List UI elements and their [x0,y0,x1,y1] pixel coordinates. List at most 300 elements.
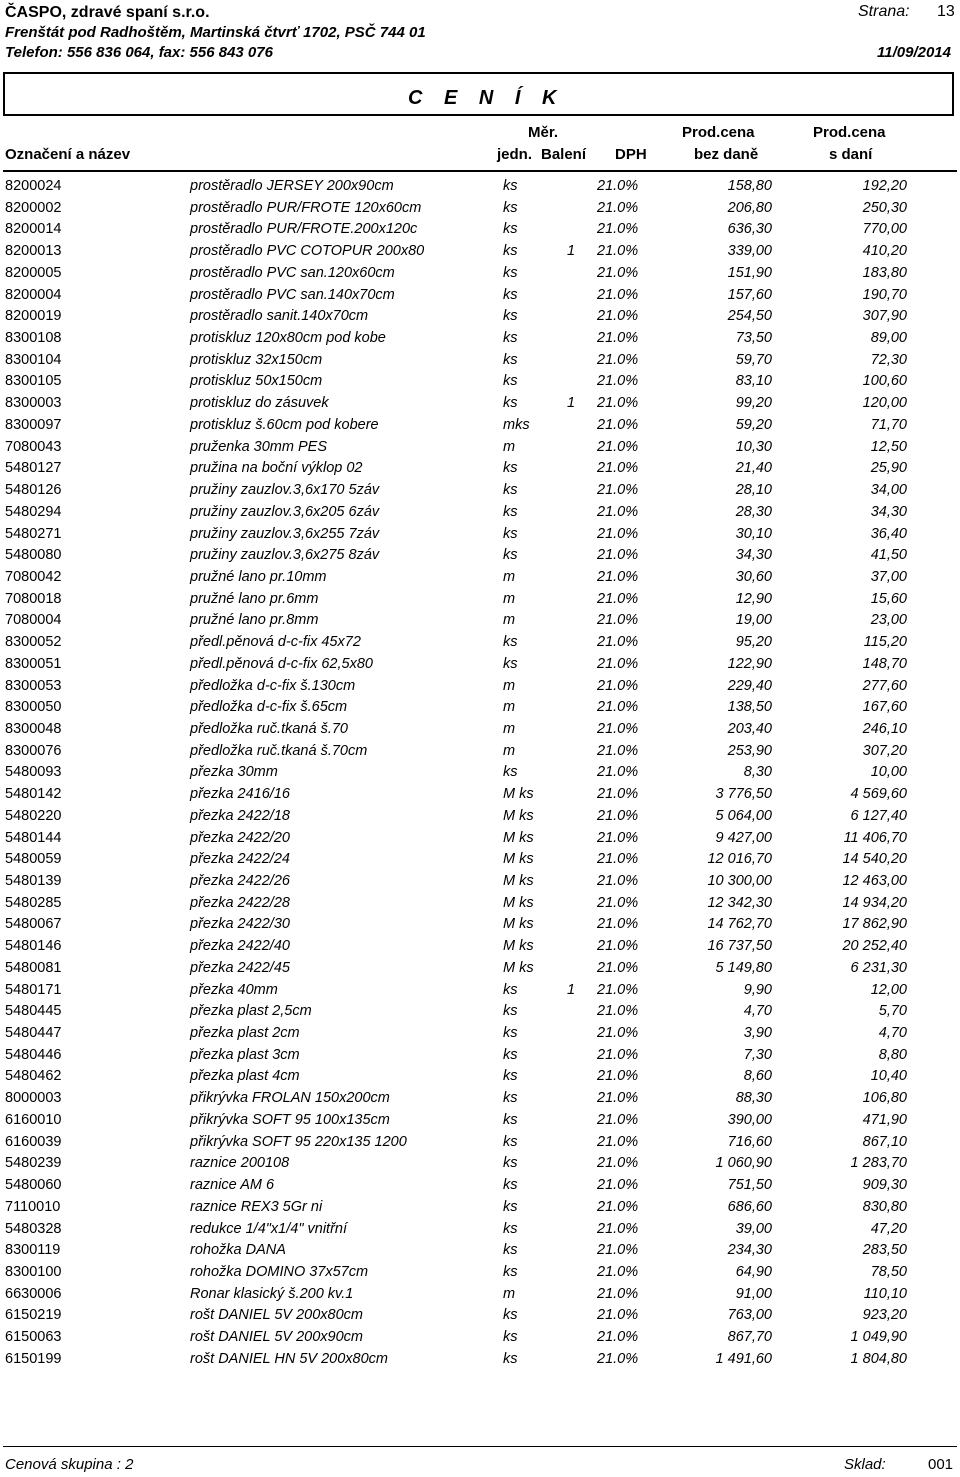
item-code: 5480328 [5,1220,62,1237]
table-row [0,719,960,741]
table-row [0,502,960,524]
item-vat: 21.0% [597,308,639,325]
item-vat: 21.0% [597,764,639,781]
item-price-gross: 307,90 [862,308,907,325]
item-name: předložka d-c-fix š.65cm [190,699,348,716]
item-price-gross: 148,70 [862,655,907,672]
item-price-net: 83,10 [735,373,772,390]
table-row [0,1132,960,1154]
item-name: přezka plast 4cm [190,1068,300,1085]
item-price-net: 636,30 [727,221,772,238]
item-name: pružné lano pr.10mm [190,568,327,585]
item-code: 8300003 [5,395,62,412]
item-code: 6150063 [5,1329,62,1346]
price-group: Cenová skupina : 2 [5,1456,134,1473]
item-name: přezka 40mm [190,981,278,998]
table-row [0,1175,960,1197]
table-row [0,654,960,676]
item-code: 5480445 [5,1003,62,1020]
item-price-net: 8,30 [743,764,772,781]
item-price-gross: 909,30 [862,1177,907,1194]
item-vat: 21.0% [597,590,639,607]
item-code: 6630006 [5,1285,62,1302]
item-vat: 21.0% [597,1220,639,1237]
item-price-gross: 5,70 [878,1003,907,1020]
item-price-gross: 71,70 [870,416,907,433]
item-code: 8300051 [5,655,62,672]
item-code: 8000003 [5,1090,62,1107]
item-unit: ks [503,1177,518,1194]
item-price-net: 254,50 [727,308,772,325]
item-price-gross: 36,40 [870,525,907,542]
item-price-net: 10 300,00 [707,873,772,889]
item-vat: 21.0% [597,1242,639,1259]
item-name: protiskluz š.60cm pod kobere [190,416,379,433]
table-row [0,871,960,893]
item-price-gross: 37,00 [870,568,907,585]
item-name: protiskluz 120x80cm pod kobe [190,330,386,347]
item-price-net: 14 762,70 [707,916,772,933]
item-code: 8300119 [5,1242,61,1259]
item-name: raznice REX3 5Gr ni [190,1198,323,1215]
table-row [0,458,960,480]
item-vat: 21.0% [597,221,639,238]
item-price-net: 12 016,70 [707,851,772,868]
item-unit: ks [503,1307,518,1324]
item-name: raznice 200108 [190,1155,290,1172]
item-name: přezka 2422/45 [190,959,290,976]
item-name: rošt DANIEL 5V 200x90cm [190,1329,364,1346]
item-price-net: 30,60 [735,568,772,585]
item-name: pružiny zauzlov.3,6x275 8záv [190,547,380,564]
item-price-gross: 41,50 [870,547,907,564]
table-row [0,524,960,546]
item-code: 8300105 [5,373,62,390]
item-price-gross: 34,30 [870,503,907,520]
item-code: 5480127 [5,460,62,477]
item-vat: 21.0% [597,503,639,520]
store-label: Sklad: [844,1456,886,1473]
item-vat: 21.0% [597,243,639,260]
item-vat: 21.0% [597,1350,639,1367]
item-vat: 21.0% [597,438,639,455]
item-name: přezka 2422/20 [190,829,290,846]
item-code: 5480447 [5,1025,62,1042]
table-row [0,350,960,372]
item-unit: ks [503,1220,518,1237]
item-price-gross: 1 804,80 [850,1350,907,1367]
item-price-gross: 12,50 [870,438,907,455]
item-price-gross: 106,80 [862,1090,907,1107]
item-name: prostěradlo PVC san.120x60cm [190,264,395,281]
item-vat: 21.0% [597,916,639,933]
page-title: C E N Í K [408,87,565,109]
item-name: přezka plast 3cm [190,1046,300,1063]
item-vat: 21.0% [597,286,639,303]
table-row [0,936,960,958]
item-price-gross: 6 127,40 [850,807,907,824]
item-unit: M ks [503,873,534,889]
item-name: prostěradlo PUR/FROTE 120x60cm [190,199,422,216]
item-unit: ks [503,503,518,520]
item-price-net: 73,50 [735,330,772,347]
item-code: 5480462 [5,1068,62,1085]
item-name: rošt DANIEL 5V 200x80cm [190,1307,364,1324]
item-code: 5480285 [5,894,62,911]
item-vat: 21.0% [597,807,639,824]
item-price-gross: 250,30 [862,199,907,216]
item-price-net: 10,30 [735,438,772,455]
item-unit: ks [503,1068,518,1085]
item-price-gross: 20 252,40 [842,938,907,955]
item-name: raznice AM 6 [190,1177,275,1194]
item-price-net: 8,60 [743,1068,772,1085]
item-unit: ks [503,330,518,347]
item-price-gross: 192,20 [862,178,907,194]
item-price-net: 91,00 [735,1285,772,1302]
item-unit: m [503,742,516,759]
item-unit: M ks [503,894,534,911]
table-row [0,1110,960,1132]
item-price-net: 12 342,30 [707,894,772,911]
item-vat: 21.0% [597,416,639,433]
table-row [0,697,960,719]
item-name: přezka 2416/16 [190,786,290,803]
item-vat: 21.0% [597,1068,639,1085]
item-price-gross: 770,00 [862,221,907,238]
item-code: 8200005 [5,264,62,281]
item-price-net: 9 427,00 [715,829,772,846]
item-vat: 21.0% [597,1177,639,1194]
item-price-gross: 830,80 [862,1198,907,1215]
item-price-gross: 23,00 [870,612,907,629]
table-row [0,1197,960,1219]
item-price-gross: 277,60 [862,677,907,694]
item-price-gross: 867,10 [862,1133,907,1150]
item-price-net: 30,10 [735,525,772,542]
item-unit: ks [503,243,518,260]
item-name: prostěradlo PVC COTOPUR 200x80 [190,243,425,260]
item-price-gross: 471,90 [862,1111,907,1128]
item-unit: ks [503,634,518,651]
item-price-net: 158,80 [727,178,772,194]
item-vat: 21.0% [597,525,639,542]
table-row [0,1088,960,1110]
item-code: 6160010 [5,1111,62,1128]
item-price-net: 34,30 [735,547,772,564]
item-name: rohožka DOMINO 37x57cm [190,1263,369,1280]
company-name: ČASPO, zdravé spaní s.r.o. [5,4,210,21]
item-vat: 21.0% [597,959,639,976]
item-unit: M ks [503,938,534,955]
table-row [0,1153,960,1175]
table-row [0,545,960,567]
item-unit: ks [503,351,518,368]
table-row [0,437,960,459]
item-unit: ks [503,199,518,216]
item-unit: M ks [503,829,534,846]
item-price-net: 206,80 [727,199,772,216]
table-row [0,784,960,806]
item-code: 5480139 [5,873,62,889]
item-name: Ronar klasický š.200 kv.1 [190,1285,354,1302]
item-price-net: 1 060,90 [715,1155,772,1172]
item-pack: 1 [567,981,576,998]
item-price-gross: 1 049,90 [850,1329,907,1346]
footer-rule [3,1446,957,1447]
item-unit: ks [503,1263,518,1280]
item-vat: 21.0% [597,482,639,499]
item-unit: ks [503,1242,518,1259]
table-row [0,1262,960,1284]
item-code: 6160039 [5,1133,62,1150]
item-price-net: 1 491,60 [715,1350,772,1367]
table-row [0,285,960,307]
table-row [0,741,960,763]
item-price-net: 390,00 [727,1111,772,1128]
item-name: protiskluz 50x150cm [190,373,323,390]
item-vat: 21.0% [597,612,639,629]
header-rule [3,170,957,172]
item-price-net: 234,30 [727,1242,772,1259]
item-vat: 21.0% [597,460,639,477]
col-net-bottom: bez daně [694,146,759,163]
document-date: 11/09/2014 [877,44,951,61]
table-row [0,415,960,437]
item-price-net: 867,70 [727,1329,772,1346]
item-code: 6150199 [5,1350,62,1367]
item-price-net: 95,20 [735,634,772,651]
item-vat: 21.0% [597,1155,639,1172]
item-price-net: 5 149,80 [715,959,772,976]
item-unit: ks [503,1350,518,1367]
item-vat: 21.0% [597,1198,639,1215]
table-row [0,567,960,589]
item-price-net: 686,60 [727,1198,772,1215]
table-row [0,198,960,220]
item-price-gross: 283,50 [862,1242,907,1259]
item-vat: 21.0% [597,351,639,368]
item-unit: M ks [503,959,534,976]
item-code: 5480144 [5,829,62,846]
item-unit: ks [503,395,518,412]
item-price-gross: 4 569,60 [850,786,907,803]
item-vat: 21.0% [597,699,639,716]
item-unit: ks [503,460,518,477]
table-row [0,393,960,415]
item-vat: 21.0% [597,547,639,564]
item-unit: ks [503,1025,518,1042]
table-row [0,610,960,632]
item-code: 5480126 [5,482,62,499]
item-unit: ks [503,525,518,542]
table-row [0,1327,960,1349]
item-price-net: 12,90 [735,590,772,607]
item-name: redukce 1/4"x1/4" vnitřní [190,1220,347,1237]
page-label: Strana: [858,3,910,20]
item-vat: 21.0% [597,1329,639,1346]
item-price-gross: 34,00 [870,482,907,499]
item-price-gross: 110,10 [863,1285,907,1302]
item-price-net: 763,00 [727,1307,772,1324]
item-unit: ks [503,1090,518,1107]
item-name: předložka d-c-fix š.130cm [190,677,356,694]
item-price-net: 716,60 [727,1133,772,1150]
item-name: přezka 2422/30 [190,916,290,933]
item-name: přezka 30mm [190,764,278,781]
item-price-net: 4,70 [743,1003,772,1020]
col-name-header: Označení a název [5,146,131,163]
item-price-gross: 15,60 [870,590,907,607]
item-price-net: 64,90 [735,1263,772,1280]
item-unit: m [503,438,516,455]
item-name: předložka ruč.tkaná š.70cm [190,742,368,759]
item-unit: ks [503,1003,518,1020]
item-unit: ks [503,373,518,390]
item-price-net: 5 064,00 [715,807,772,824]
item-code: 5480142 [5,786,62,803]
company-phone: Telefon: 556 836 064, fax: 556 843 076 [5,44,273,61]
table-row [0,589,960,611]
item-unit: ks [503,981,518,998]
item-price-net: 28,30 [735,503,772,520]
table-row [0,306,960,328]
item-price-net: 9,90 [743,981,772,998]
item-vat: 21.0% [597,373,639,390]
table-row [0,958,960,980]
item-vat: 21.0% [597,720,639,737]
item-code: 8200013 [5,243,62,260]
item-code: 7080042 [5,568,62,585]
item-code: 8300097 [5,416,62,433]
item-unit: m [503,720,516,737]
item-price-gross: 183,80 [862,264,907,281]
item-price-net: 3 776,50 [715,786,772,803]
item-vat: 21.0% [597,1285,639,1302]
item-price-net: 157,60 [727,286,772,303]
item-price-net: 21,40 [735,460,772,477]
item-code: 5480446 [5,1046,62,1063]
table-row [0,980,960,1002]
item-unit: ks [503,1329,518,1346]
item-price-net: 16 737,50 [707,938,772,955]
item-vat: 21.0% [597,199,639,216]
item-code: 7080018 [5,590,62,607]
item-name: předl.pěnová d-c-fix 45x72 [190,634,361,651]
item-unit: ks [503,221,518,238]
item-vat: 21.0% [597,873,639,889]
table-row [0,1045,960,1067]
item-name: přezka 2422/40 [190,938,290,955]
item-name: pružiny zauzlov.3,6x255 7záv [190,525,380,542]
item-name: předložka ruč.tkaná š.70 [190,720,348,737]
item-unit: mks [503,416,530,433]
item-price-gross: 89,00 [870,330,907,347]
item-price-gross: 6 231,30 [850,959,907,976]
item-code: 5480171 [5,981,62,998]
table-row [0,632,960,654]
item-unit: M ks [503,916,534,933]
item-price-gross: 17 862,90 [842,916,907,933]
item-name: pružiny zauzlov.3,6x205 6záv [190,503,380,520]
item-vat: 21.0% [597,1307,639,1324]
item-vat: 21.0% [597,1263,639,1280]
item-price-net: 3,90 [743,1025,772,1042]
item-vat: 21.0% [597,894,639,911]
item-name: pružiny zauzlov.3,6x170 5záv [190,482,380,499]
item-vat: 21.0% [597,634,639,651]
item-vat: 21.0% [597,1111,639,1128]
item-unit: m [503,568,516,585]
item-vat: 21.0% [597,1090,639,1107]
table-row [0,480,960,502]
item-price-gross: 14 540,20 [842,851,907,868]
table-row [0,263,960,285]
item-code: 5480146 [5,938,62,955]
item-price-gross: 11 406,70 [843,829,907,846]
item-code: 8300050 [5,699,62,716]
item-price-net: 39,00 [735,1220,772,1237]
item-price-net: 203,40 [727,720,772,737]
item-price-net: 59,70 [735,351,772,368]
table-row [0,1066,960,1088]
item-price-gross: 410,20 [862,243,907,260]
item-code: 5480220 [5,807,62,824]
item-unit: m [503,612,516,629]
item-code: 5480093 [5,764,62,781]
item-code: 5480271 [5,525,62,542]
item-unit: M ks [503,786,534,803]
table-row [0,1284,960,1306]
item-unit: m [503,699,516,716]
item-price-gross: 47,20 [870,1220,907,1237]
item-vat: 21.0% [597,742,639,759]
item-price-gross: 8,80 [878,1046,907,1063]
table-row [0,914,960,936]
item-unit: ks [503,482,518,499]
item-unit: ks [503,1111,518,1128]
item-code: 7080004 [5,612,62,629]
item-code: 5480060 [5,1177,62,1194]
item-code: 7080043 [5,438,62,455]
price-list [0,176,960,1371]
item-price-net: 19,00 [735,612,772,629]
item-price-gross: 307,20 [862,742,907,759]
item-vat: 21.0% [597,851,639,868]
item-unit: ks [503,178,518,194]
table-row [0,806,960,828]
item-code: 8200004 [5,286,62,303]
item-name: přezka 2422/24 [190,851,290,868]
table-row [0,762,960,784]
table-row [0,1219,960,1241]
item-unit: ks [503,1046,518,1063]
item-code: 8200002 [5,199,62,216]
item-name: prostěradlo PVC san.140x70cm [190,286,395,303]
item-vat: 21.0% [597,981,639,998]
item-unit: ks [503,308,518,325]
store-value: 001 [928,1456,954,1473]
item-unit: ks [503,1198,518,1215]
item-vat: 21.0% [597,1046,639,1063]
item-unit: m [503,590,516,607]
item-code: 8300108 [5,330,62,347]
item-name: rohožka DANA [190,1242,286,1259]
table-row [0,828,960,850]
table-row [0,176,960,198]
table-row [0,1349,960,1371]
item-code: 8300104 [5,351,62,368]
